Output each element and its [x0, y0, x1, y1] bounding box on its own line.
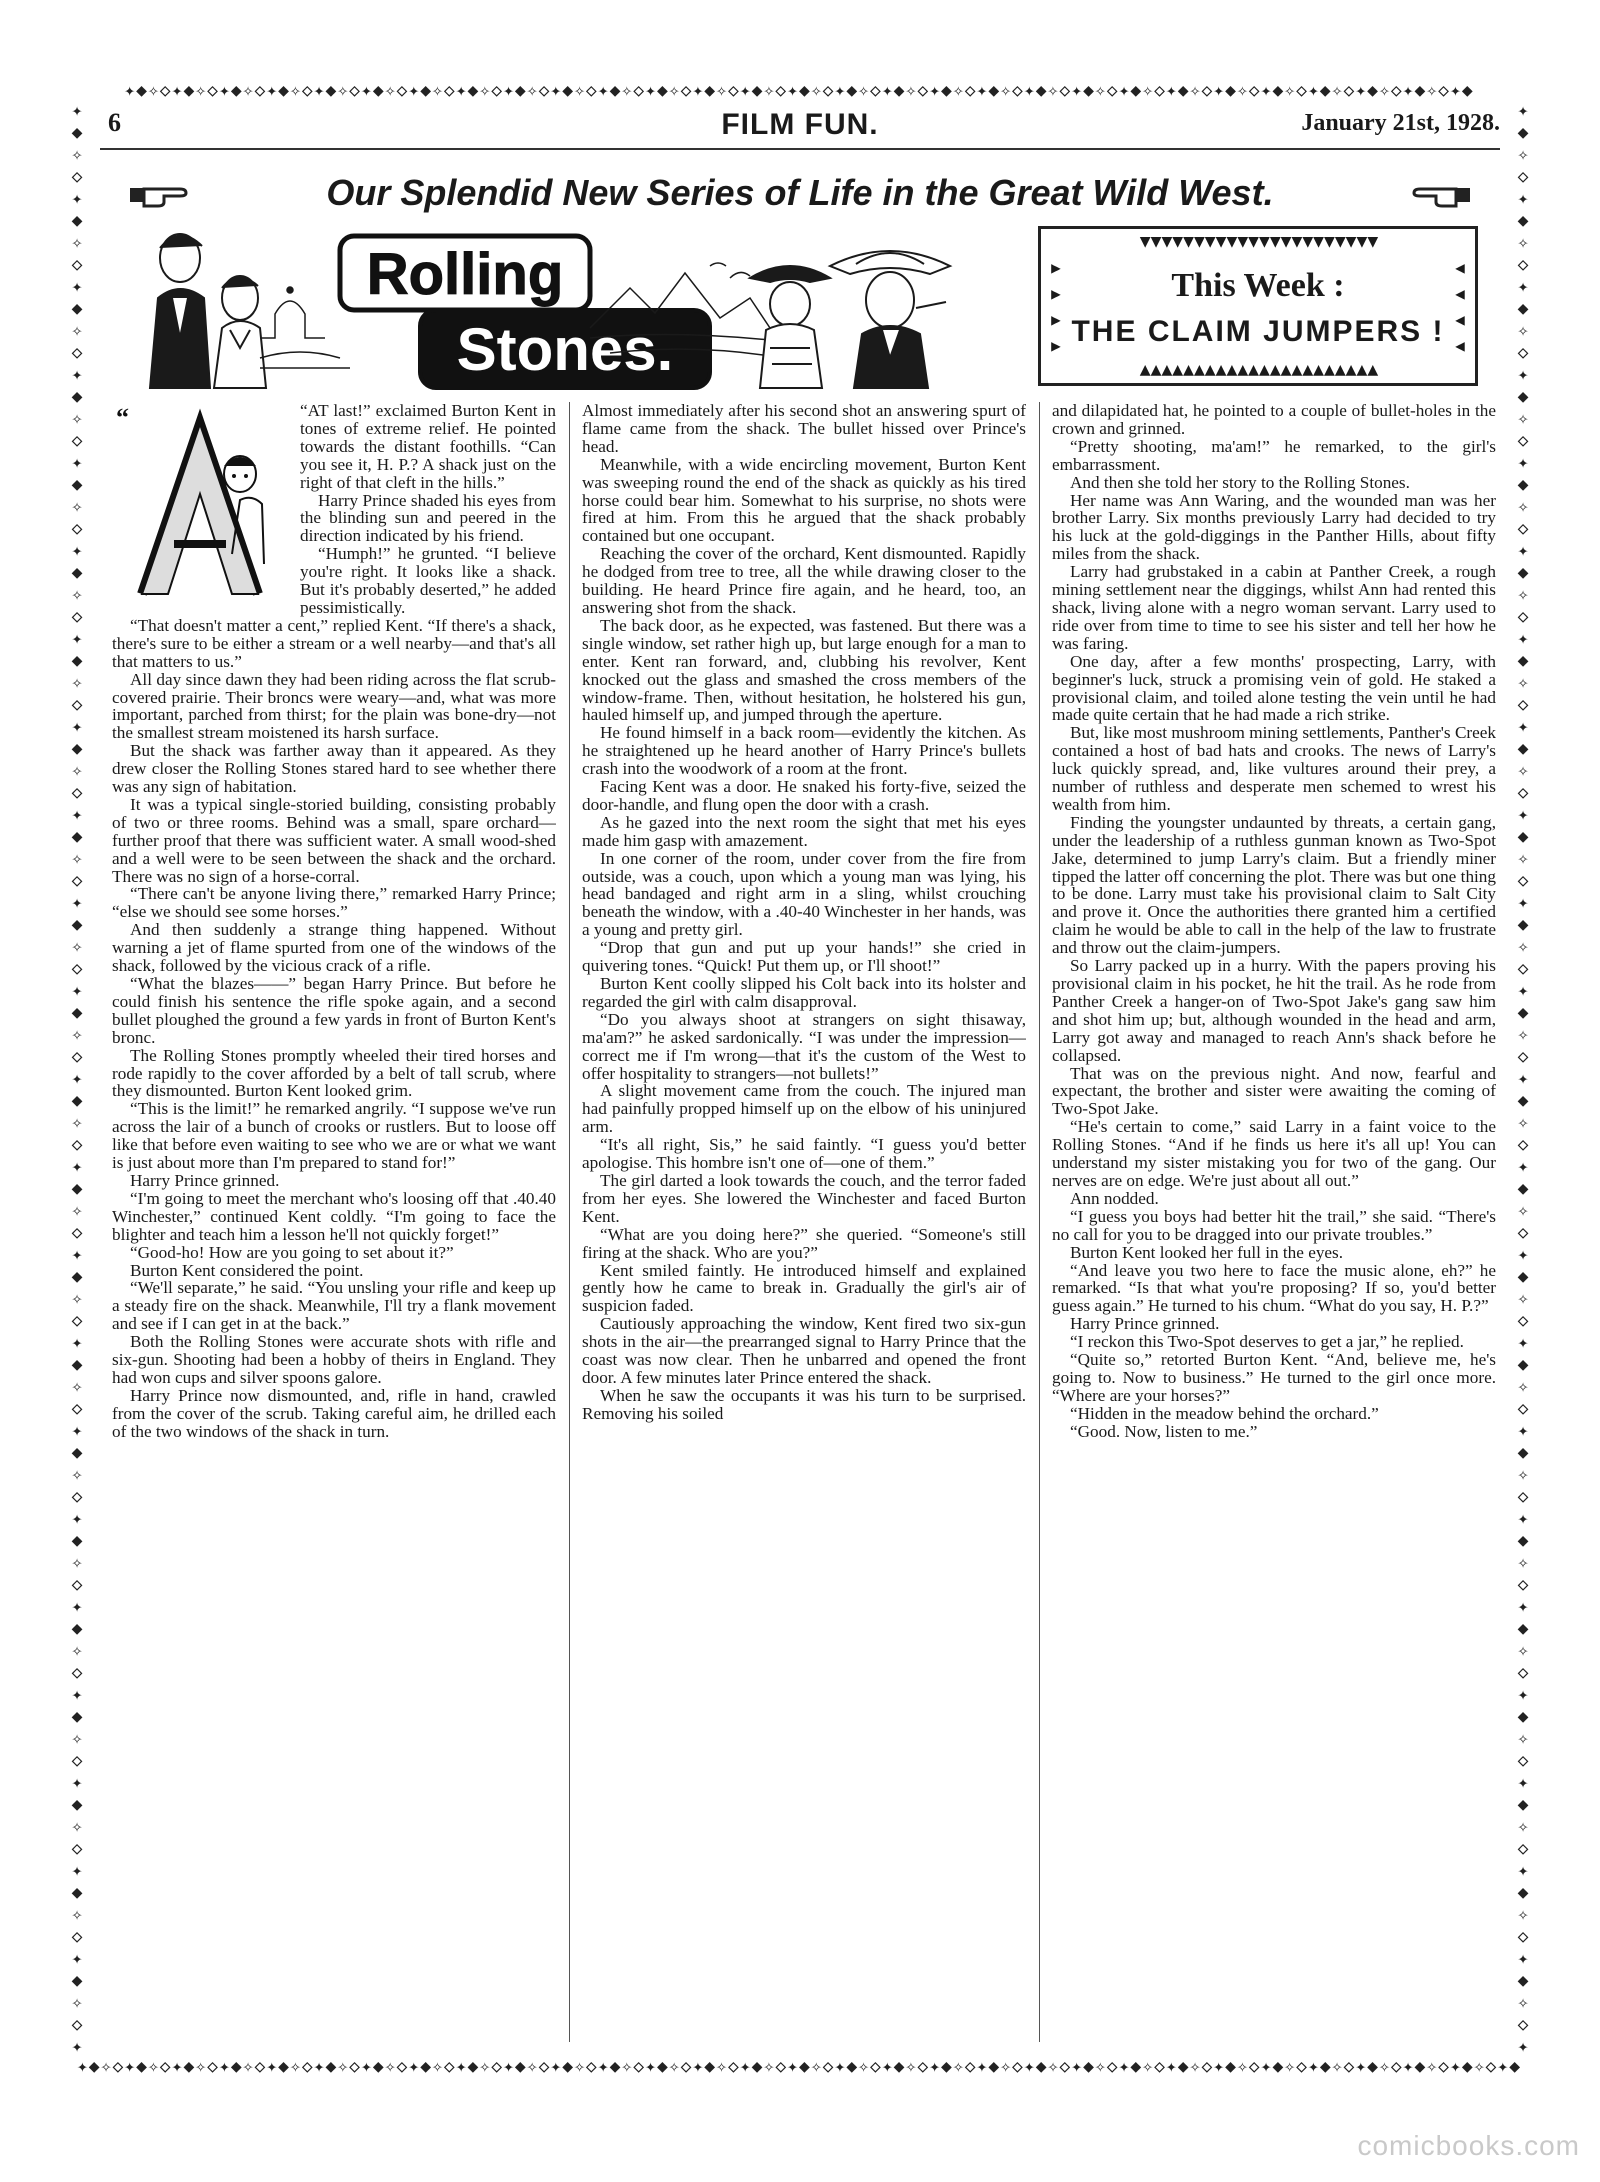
story-paragraph: “It's all right, Sis,” he said faintly. “I guess you'd better apologise. This hombre isn't one of—one of them.” — [582, 1135, 1026, 1173]
story-column-3 — [1052, 402, 1496, 2048]
story-paragraph: So Larry packed up in a hurry. With the papers proving his provisional claim in his pocket, he hit the trail. As he rode from Panther Creek a hanger-on of Two-Spot Jake's gang saw him and shot him up; but, although wounded in the head and arm, Larry got away and managed to reach Ann's shack before he collapsed. — [1052, 956, 1496, 1065]
story-paragraph: “Do you always shoot at strangers on sight thisaway, ma'am?” he asked sardonically. “I was under the impression—correct me if I'm wrong—that it's the custom of the West to offer hospitality to strangers—not bullets!” — [582, 1009, 1026, 1083]
story-paragraph: “Drop that gun and put up your hands!” she cried in quivering tones. “Quick! Put them up, or I'll shoot!” — [582, 938, 1026, 976]
magazine-title: FILM FUN. — [721, 108, 879, 141]
watermark: comicbooks.com — [1357, 2130, 1580, 2161]
story-paragraph: “What are you doing here?” she queried. “Someone's still firing at the shack. Who are you?” — [582, 1224, 1026, 1262]
story-paragraph: “I reckon this Two-Spot deserves to get a jar,” he replied. — [1070, 1332, 1464, 1352]
story-paragraph: “There can't be anyone living there,” remarked Harry Prince; “else we should see some horses.” — [112, 884, 556, 922]
border-bottom-ornament: ✦◆✧◇✦◆✧◇✦◆✧◇✦◆✧◇✦◆✧◇✦◆✧◇✦◆✧◇✦◆✧◇✦◆✧◇✦◆✧◇✦◆✧◇✦◆✧◇✦◆✧◇✦◆✧◇✦◆✧◇✦◆✧◇✦◆✧◇✦◆✧◇✦◆✧◇✦◆✧◇✦◆✧◇✦◆✧◇✦◆✧◇✦◆✧◇✦◆✧◇✦◆✧◇✦◆✧◇✦◆✧◇✦◆✧◇✦◆✧◇✦◆ — [76, 2056, 1522, 2077]
story-paragraph: “Quite so,” retorted Burton Kent. “And, believe me, he's going to. Now to business.” He turned to the girl once more. “Where are your horses?” — [1052, 1350, 1496, 1405]
story-paragraph: The Rolling Stones promptly wheeled their tired horses and rode rapidly to the cover afforded by a belt of tall scrub, where they dismounted. Burton Kent looked grim. — [112, 1045, 556, 1101]
story-columns — [112, 402, 1496, 2048]
story-paragraph: Burton Kent considered the point. — [130, 1260, 364, 1280]
story-paragraph: Harry Prince grinned. — [1070, 1314, 1220, 1334]
story-paragraph: Ann nodded. — [1070, 1188, 1159, 1208]
series-heading: Our Splendid New Series of Life in the Great Wild West. — [326, 172, 1274, 213]
this-week-label: This Week : — [1171, 267, 1345, 304]
story-paragraph: Kent smiled faintly. He introduced himself and explained gently how he came to break in. Gradually the girl's air of suspicion faded. — [582, 1260, 1026, 1316]
story-paragraph: Burton Kent looked her full in the eyes. — [1070, 1242, 1344, 1262]
story-paragraph: Her name was Ann Waring, and the wounded man was her brother Larry. Six months previously Larry had decided to try his luck at the gold-diggings in the Panther Hills, about fifty miles from the shack. — [1052, 490, 1496, 564]
story-paragraph: “That doesn't matter a cent,” replied Kent. “If there's a shack, there's sure to be either a stream or a well nearby—and that's all that matters to us.” — [112, 615, 556, 671]
cowboy-cowgirl-illustration — [750, 251, 950, 388]
page-number: 6 — [108, 108, 121, 137]
pointing-hand-left-icon — [1410, 180, 1472, 210]
story-paragraph: He found himself in a back room—evidently the kitchen. As he straightened up he heard another of Harry Prince's bullets crash into the woodwork of a room at the front. — [582, 723, 1026, 779]
story-paragraph: Facing Kent was a door. He snaked his forty-five, seized the door-handle, and flung open the door with a crash. — [582, 777, 1026, 814]
drop-cap-letter: A — [199, 534, 201, 535]
story-paragraph: and dilapidated hat, he pointed to a couple of bullet-holes in the crown and grinned. — [1052, 402, 1496, 438]
story-paragraph: “AT last!” exclaimed Burton Kent in tones of extreme relief. He pointed towards the distant foothills. “Can you see it, H. P.? A shack just on the right of that cleft in the hills.” — [300, 402, 556, 492]
border-top-ornament: ✦◆✧◇✦◆✧◇✦◆✧◇✦◆✧◇✦◆✧◇✦◆✧◇✦◆✧◇✦◆✧◇✦◆✧◇✦◆✧◇✦◆✧◇✦◆✧◇✦◆✧◇✦◆✧◇✦◆✧◇✦◆✧◇✦◆✧◇✦◆✧◇✦◆✧◇✦◆✧◇✦◆✧◇✦◆✧◇✦◆✧◇✦◆✧◇✦◆✧◇✦◆✧◇✦◆✧◇✦◆✧◇✦◆ — [124, 80, 1474, 101]
story-paragraph: “Humph!” he grunted. “I believe you're right. It looks like a shack. But it's probably deserted,” he added pessimistically. — [300, 544, 556, 617]
story-paragraph: Cautiously approaching the window, Kent fired two six-gun shots in the air—the prearranged signal to Harry Prince that the coast was now clear. Then he unbarred and opened the front door. A few minutes later Prince entered the shack. — [582, 1314, 1026, 1387]
story-paragraph: Finding the youngster undaunted by threats, a certain gang, under the leadership of a ruthless gunman known as Two-Spot Jake, determined to jump Larry's claim. But a friendly miner tipped the latter off concerning the plot. There was but one thing to be done. Larry must take his provisional claim to Salt City and prove it. Once the authorities there granted him a certified claim he would be able to call in the help of the law to frustrate and throw out the claim-jumpers. — [1052, 812, 1496, 958]
story-paragraph: Both the Rolling Stones were accurate shots with rifle and six-gun. Shooting had been a hobby of theirs in England. They had won cups and silver spoons galore. — [112, 1332, 556, 1387]
border-left-ornament: ✦ ◆ ✧ ◇ ✦ ◆ ✧ ◇ ✦ ◆ ✧ ◇ ✦ ◆ ✧ ◇ ✦ ◆ ✧ ◇ ✦ ◆ ✧ ◇ ✦ ◆ ✧ ◇ ✦ ◆ ✧ ◇ ✦ ◆ ✧ ◇ ✦ ◆ ✧ ◇ ✦ ◆ ✧ ◇ ✦ ◆ ✧ ◇ ✦ ◆ ✧ ◇ ✦ ◆ ✧ ◇ ✦ ◆ ✧ ◇ ✦ ◆ ✧ ◇ ✦ ◆ ✧ ◇ ✦ ◆ ✧ ◇ ✦ ◆ ✧ ◇ ✦ ◆ ✧ ◇ ✦ ◆ ✧ ◇ ✦ ◆ ✧ ◇ ✦ — [71, 100, 83, 2057]
page-header — [100, 108, 1500, 148]
story-paragraph: “Hidden in the meadow behind the orchard.” — [1070, 1403, 1379, 1423]
story-column-1 — [112, 402, 556, 2048]
story-paragraph: “I'm going to meet the merchant who's loosing off that .40.40 Winchester,” continued Kent coldly. “I'm going to face the blighter and teach him a lesson he'll not quickly forget!” — [112, 1188, 556, 1244]
story-paragraph: It was a typical single-storied building, consisting probably of two or three rooms. Behind was a small, spare orchard—further proof that there was sufficient water. A small wood-shed and a well were to be seen between the shack and the orchard. There was no sign of a horse-corral. — [112, 794, 556, 886]
city-skyline-illustration — [260, 287, 350, 368]
this-week-top-ornament: ▼▼▼▼▼▼▼▼▼▼▼▼▼▼▼▼▼▼▼▼▼▼ — [1139, 233, 1379, 251]
story-paragraph: “Good. Now, listen to me.” — [1070, 1421, 1258, 1441]
story-paragraph: The back door, as he expected, was fastened. But there was a single window, set rather high up, but large enough for a man to enter. Kent ran forward, and, clubbing his revolver, Kent knocked out the glass and smashed the cross members of the window-frame. Then, without hesitation, he holstered his gun, hauled himself up, and jumped through the aperture. — [582, 615, 1026, 725]
this-week-right-ornament: ◀ ◀ ◀ ◀ — [1455, 258, 1465, 355]
story-column-2 — [582, 402, 1026, 2048]
issue-date: January 21st, 1928. — [1301, 110, 1500, 136]
story-paragraph: “Good-ho! How are you going to set about it?” — [130, 1242, 454, 1262]
series-heading-line — [100, 172, 1500, 222]
story-paragraph: In one corner of the room, under cover from the fire from outside, was a couch, upon which a young man was lying, his head bandaged and right arm in a sling, whilst crouching beneath the window, with a .40-40 Winchester in her hands, was a young and pretty girl. — [582, 848, 1026, 940]
story-paragraph: “What the blazes——” began Harry Prince. But before he could finish his sentence the rifle spoke again, and a second bullet ploughed the ground a few yards in front of Burton Kent's bronc. — [112, 974, 556, 1047]
story-paragraph: Harry Prince grinned. — [130, 1170, 280, 1190]
story-paragraph: And then she told her story to the Rolling Stones. — [1070, 472, 1410, 492]
svg-text:“: “ — [116, 404, 129, 432]
story-paragraph: One day, after a few months' prospecting, Larry, with beginner's luck, struck a promising vein of gold. He staked a provisional claim, and toiled alone testing the vein until he had made quite certain that he had made a rich strike. — [1052, 651, 1496, 725]
story-paragraph: Harry Prince now dismounted, and, rifle in hand, crawled from the cover of the scrub. Taking careful aim, he drilled each of the two windows of the shack in turn. — [112, 1385, 556, 1441]
column-rule — [1039, 402, 1040, 2042]
header-rule — [100, 148, 1500, 150]
gentlemen-illustration — [150, 234, 266, 388]
story-paragraph: Harry Prince shaded his eyes from the blinding sun and peered in the direction indicated by his friend. — [300, 490, 556, 546]
story-paragraph: “Pretty shooting, ma'am!” he remarked, to the girl's embarrassment. — [1052, 436, 1496, 474]
story-title: THE CLAIM JUMPERS ! — [1071, 315, 1445, 348]
story-paragraph: Almost immediately after his second shot an answering spurt of flame came from the shack. The bullet hissed over Prince's head. — [582, 402, 1026, 456]
story-paragraph: “We'll separate,” he said. “You unsling your rifle and keep up a steady fire on the shack. Meanwhile, I'll try a flank movement and see if I can get in at the back.” — [112, 1278, 556, 1334]
story-paragraph: But, like most mushroom mining settlements, Panther's Creek contained a host of bad hats and crooks. The news of Larry's luck quickly spread, and, like vultures around their prey, a number of ruthless and desperate men schemed to wrest his wealth from him. — [1052, 723, 1496, 814]
story-paragraph: “This is the limit!” he remarked angrily. “I suppose we've run across the lair of a bunch of crooks or rustlers. But to loose off like that before even waiting to see who we are or what we want is just about more than I'm prepared to stand for!” — [112, 1099, 556, 1173]
story-paragraph: But the shack was farther away than it appeared. As they drew closer the Rolling Stones stared hard to see whether there was any sign of habitation. — [112, 741, 556, 797]
story-paragraph: Reaching the cover of the orchard, Kent dismounted. Rapidly he dodged from tree to tree, all the while drawing closer to the building. He heard Prince fire again, and he heard, too, an answering shot from the shack. — [582, 544, 1026, 617]
story-paragraph: Burton Kent coolly slipped his Colt back into its holster and regarded the girl with calm disapproval. — [582, 974, 1026, 1011]
story-paragraph: As he gazed into the next room the sight that met his eyes made him gasp with amazement. — [582, 812, 1026, 850]
this-week-left-ornament: ▶ ▶ ▶ ▶ — [1051, 258, 1061, 355]
story-paragraph: “He's certain to come,” said Larry in a faint voice to the Rolling Stones. “And if he finds us here it's all up! You can understand my sister mistaking you for two of the gang. Our nerves are on edge. We're just about all out.” — [1052, 1117, 1496, 1190]
story-paragraph: The girl darted a look towards the couch, and the terror faded from her eyes. She lowered the Winchester and faced Burton Kent. — [582, 1170, 1026, 1226]
story-paragraph: And then suddenly a strange thing happened. Without warning a jet of flame spurted from one of the windows of the shack, followed by the vicious crack of a rifle. — [112, 920, 556, 976]
story-paragraph: Larry had grubstaked in a cabin at Panther Creek, a rough mining settlement near the diggings, whilst Ann had rented this shack, living alone with a negro woman servant. Larry used to ride over from time to time to see his sister and tell her how he was faring. — [1052, 562, 1496, 653]
story-paragraph: When he saw the occupants it was his turn to be surprised. Removing his soiled — [582, 1385, 1026, 1423]
drop-cap-illustration — [112, 404, 290, 604]
story-paragraph: A slight movement came from the couch. The injured man had painfully propped himself up on the elbow of his uninjured arm. — [582, 1081, 1026, 1137]
title-word-stones: Stones. — [456, 316, 674, 383]
story-paragraph: “And leave you two here to face the music alone, eh?” he remarked. “Is that what you're proposing? If so, you'd better guess again.” He turned to his chum. “What do you say, H. P.?” — [1052, 1260, 1496, 1316]
story-paragraph: “I guess you boys had better hit the trail,” she said. “There's no call for you to be dragged into our private troubles.” — [1052, 1206, 1496, 1244]
column-rule — [569, 402, 570, 2042]
title-word-rolling: Rolling — [366, 242, 564, 307]
story-paragraph: That was on the previous night. And now, fearful and expectant, the brother and sister were awaiting the coming of Two-Spot Jake. — [1052, 1063, 1496, 1119]
this-week-box — [1038, 226, 1478, 386]
border-right-ornament: ✦ ◆ ✧ ◇ ✦ ◆ ✧ ◇ ✦ ◆ ✧ ◇ ✦ ◆ ✧ ◇ ✦ ◆ ✧ ◇ ✦ ◆ ✧ ◇ ✦ ◆ ✧ ◇ ✦ ◆ ✧ ◇ ✦ ◆ ✧ ◇ ✦ ◆ ✧ ◇ ✦ ◆ ✧ ◇ ✦ ◆ ✧ ◇ ✦ ◆ ✧ ◇ ✦ ◆ ✧ ◇ ✦ ◆ ✧ ◇ ✦ ◆ ✧ ◇ ✦ ◆ ✧ ◇ ✦ ◆ ✧ ◇ ✦ ◆ ✧ ◇ ✦ ◆ ✧ ◇ ✦ ◆ ✧ ◇ ✦ ◆ ✧ ◇ ✦ — [1517, 100, 1529, 2057]
this-week-bottom-ornament: ▲▲▲▲▲▲▲▲▲▲▲▲▲▲▲▲▲▲▲▲▲▲ — [1139, 361, 1379, 379]
story-paragraph: All day since dawn they had been riding across the flat scrub-covered prairie. Their broncs were weary—and, what was more important, parched from thirst; for the plain was bone-dry—not the smallest stream moistened its harsh surface. — [112, 669, 556, 743]
rolling-stones-title-illustration — [110, 218, 1010, 398]
story-paragraph: Meanwhile, with a wide encircling movement, Burton Kent was sweeping round the end of the shack as quickly as his tired horse could bear him. Somewhat to his surprise, no shots were fired at him. From this he argued that the shack probably contained but one occupant. — [582, 454, 1026, 546]
